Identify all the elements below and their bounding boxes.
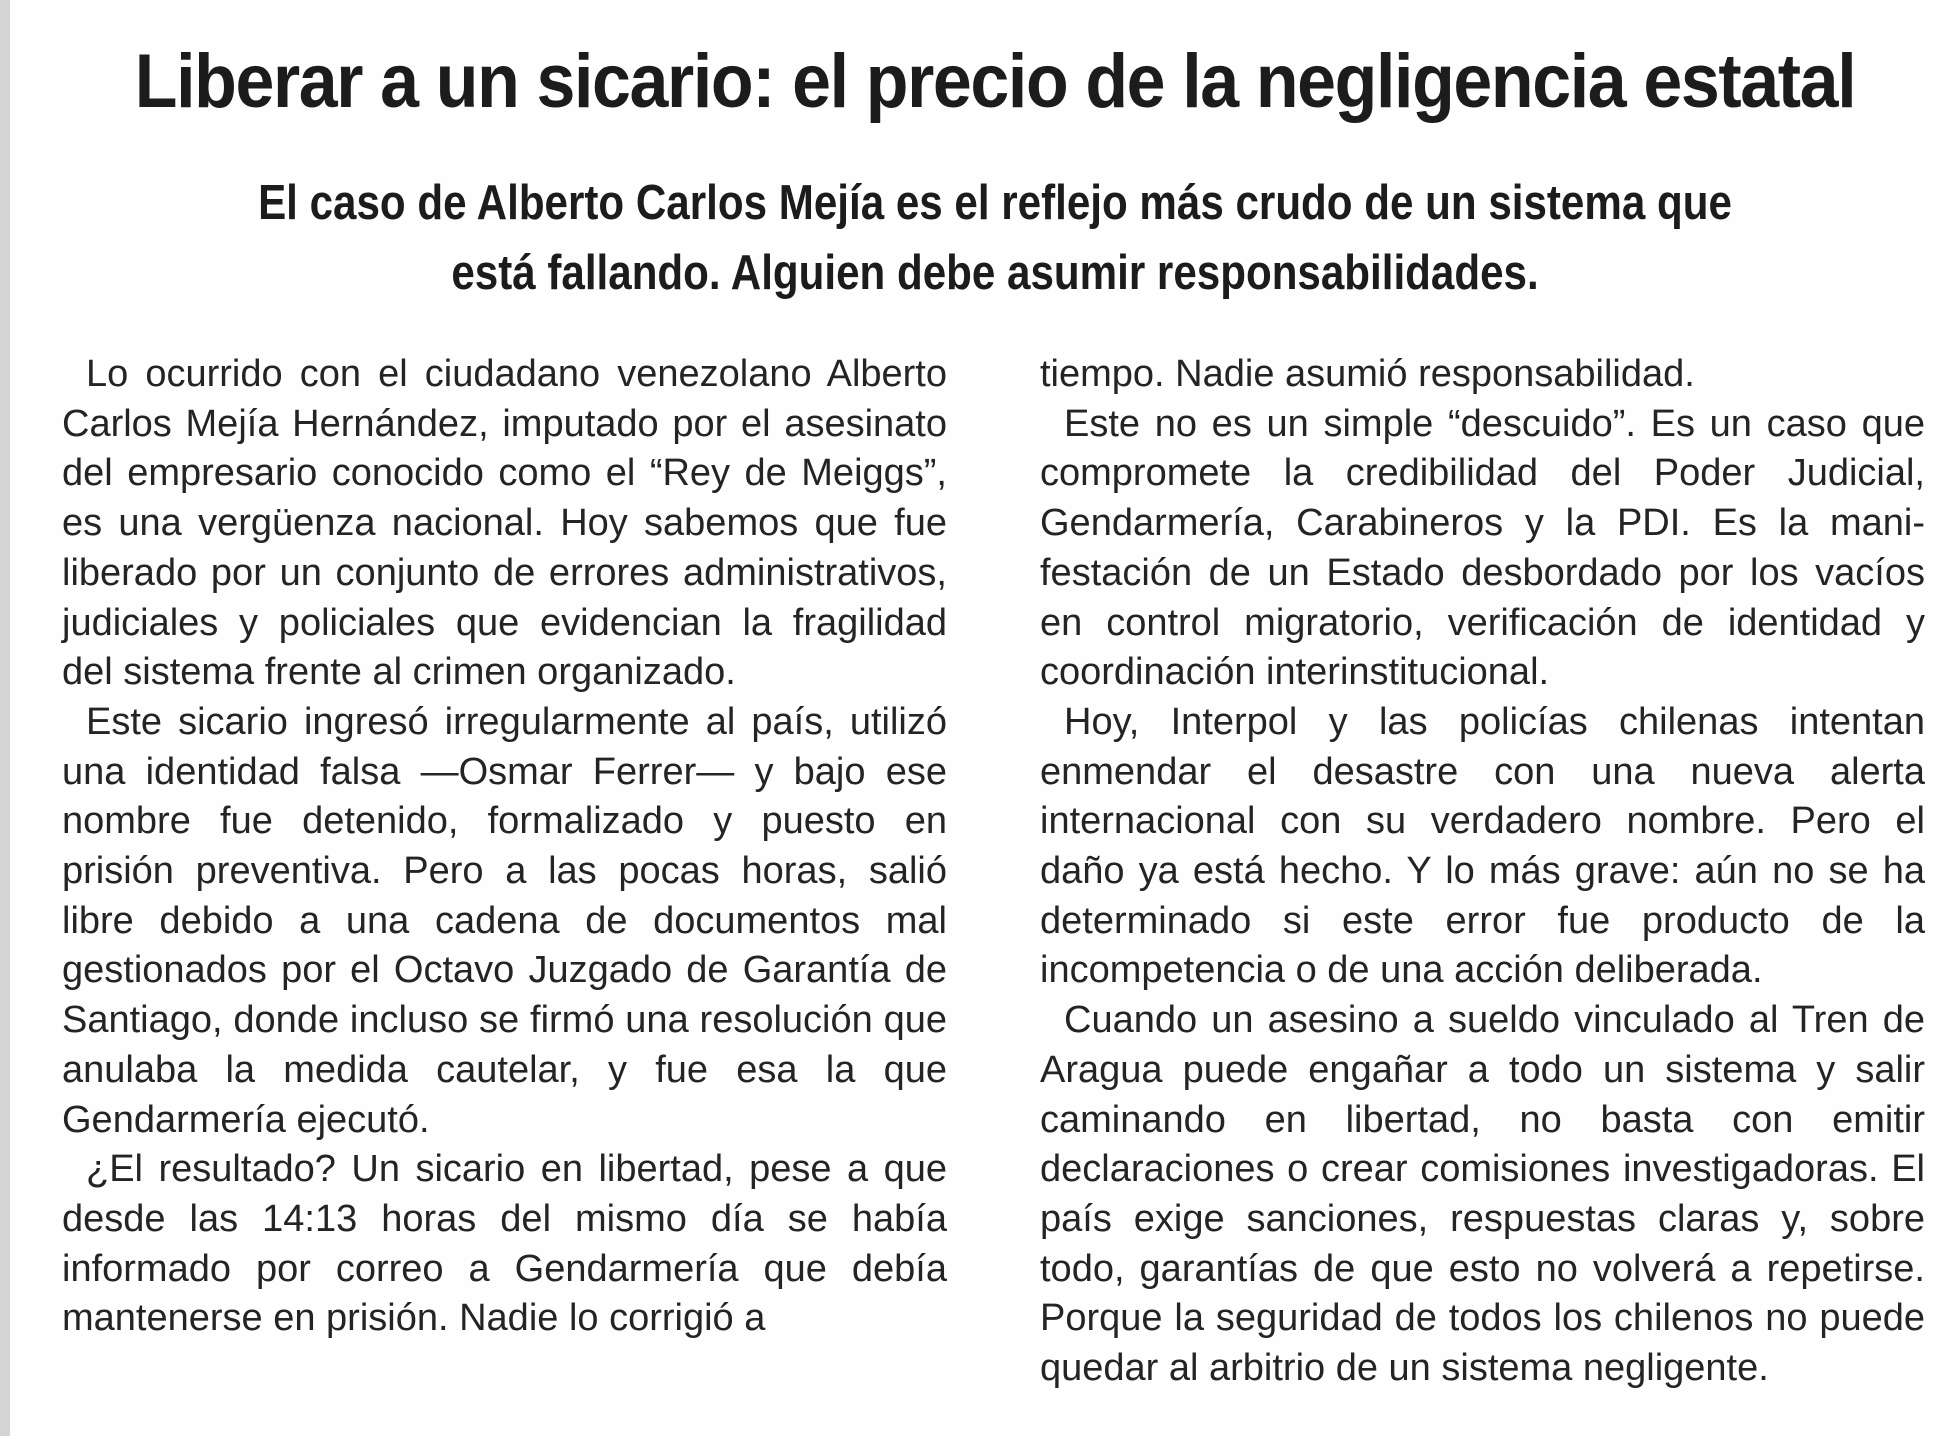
paragraph: ¿El resultado? Un sicario en libertad, pese a que desde las 14:13 horas del mismo día se había informado por correo a Gendarmería que debía mantenerse en prisión. Nadie lo corrigió a — [62, 1148, 947, 1340]
left-column — [62, 350, 947, 1344]
paragraph: Cuando un asesino a sueldo vinculado al Tren de Aragua puede engañar a todo un sistema y salir caminando en libertad, no basta con emitir declaraciones o crear comisiones investigadoras. El país exige sanciones, respuestas claras y, sobre todo, garantías de que esto no volverá a repetirse. Porque la seguridad de todos los chilenos no puede quedar al arbitrio de un sistema negligente. — [1040, 999, 1925, 1390]
paragraph: Lo ocurrido con el ciudadano venezolano Alberto Carlos Mejía Hernández, imputado por el asesinato del empresario conocido como el “Rey de Meiggs”, es una vergüenza nacional. Hoy sabemos que fue liberado por un conjunto de errores administrativos, judiciales y policiales que evidencian la fragilidad del sistema frente al crimen organizado. — [62, 353, 947, 694]
headline: Liberar a un sicario: el precio de la negligencia estatal — [134, 39, 1856, 124]
paragraph-continuation: tiempo. Nadie asumió responsabilidad. — [1040, 353, 1695, 395]
paragraph: Este sicario ingresó irregularmente al país, utilizó una identidad falsa —Osmar Ferrer— y bajo ese nombre fue detenido, formalizado y puesto en prisión preventiva. Pero a las pocas horas, salió libre debido a una cadena de documentos mal gestionados por el Octavo Juzgado de Garantía de Santiago, donde incluso se firmó una resolución que anulaba la medida cautelar, y fue esa la que Gendarmería ejecutó. — [62, 700, 947, 1141]
right-column — [1040, 350, 1925, 1394]
paragraph: Hoy, Interpol y las policías chilenas intentan enmendar el desastre con una nueva alerta internacional con su verdadero nombre. Pero el daño ya está hecho. Y lo más grave: aún no se ha determinado si este error fue producto de la incompetencia o de una acción deliberada. — [1040, 700, 1925, 992]
paragraph: Este no es un simple “descuido”. Es un caso que compromete la credibilidad del Poder Judicial, Gendarmería, Carabineros y la PDI. Es la manifestación de un Estado desbordado por los vacíos en control migratorio, verificación de identidad y coordinación interinstitucional. — [1040, 402, 1925, 694]
subheadline: El caso de Alberto Carlos Mejía es el reflejo más crudo de un sistema que está fallando. Alguien debe asumir responsabilidades. — [258, 176, 1732, 300]
